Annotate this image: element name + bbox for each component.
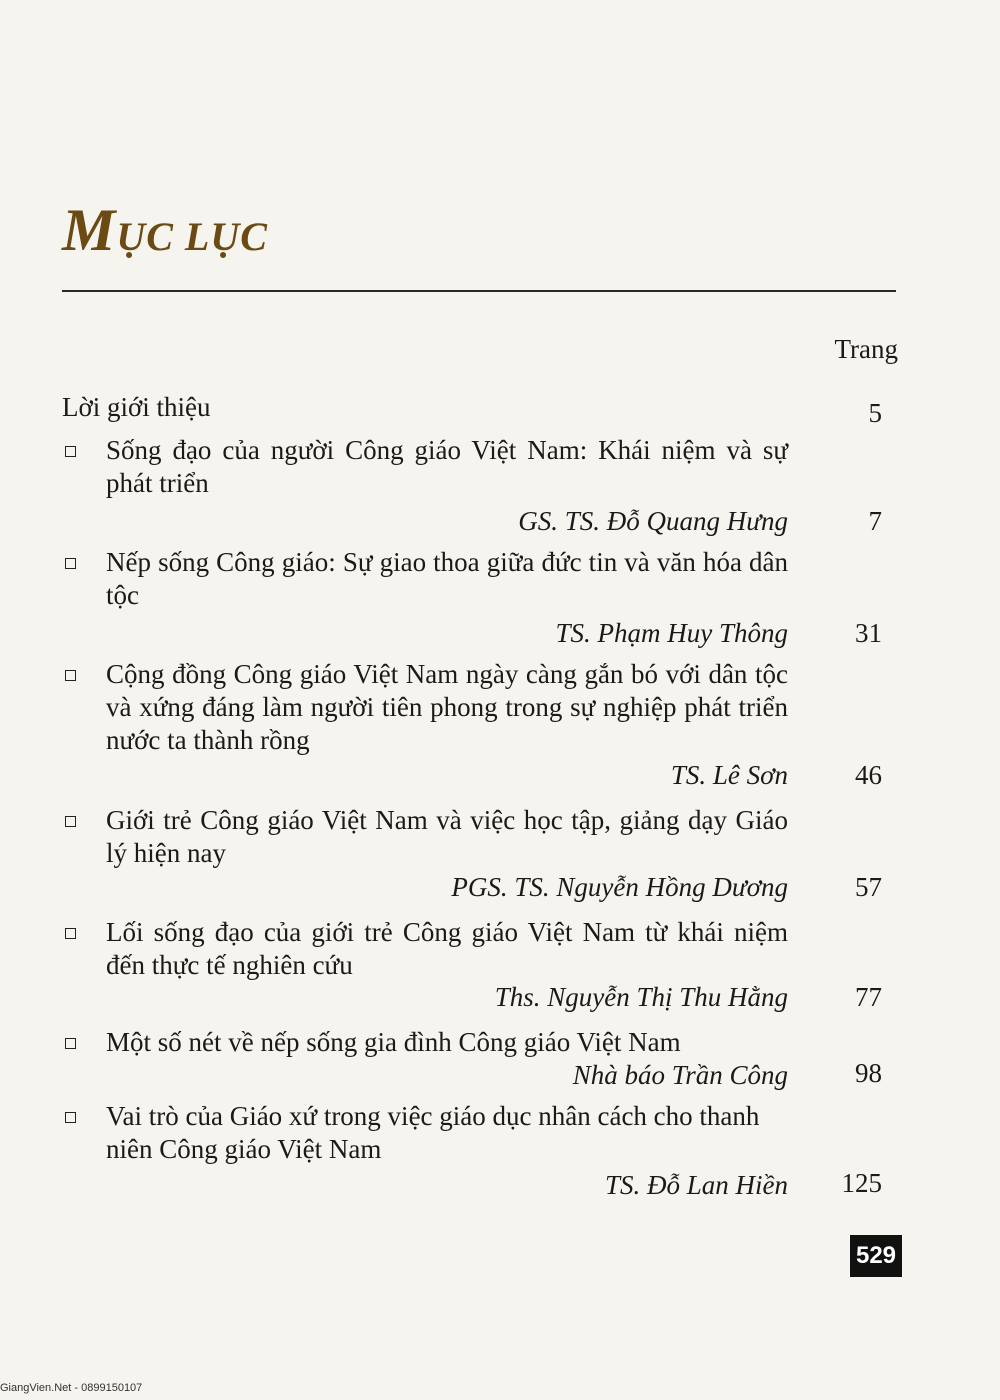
checkbox-bullet-icon <box>65 1038 76 1049</box>
checkbox-bullet-icon <box>65 446 76 457</box>
folio-page-number: 529 <box>850 1235 902 1277</box>
intro-label[interactable]: Lời giới thiệu <box>62 392 211 422</box>
intro-page-number: 5 <box>868 398 882 428</box>
entry-page-number: 98 <box>855 1058 882 1088</box>
entry-title[interactable]: Nếp sống Công giáo: Sự giao thoa giữa đức tin và văn hóa dân tộc <box>106 547 788 610</box>
entry-author: TS. Lê Sơn <box>670 760 788 790</box>
watermark: GiangVien.Net - 0899150107 <box>0 1382 143 1394</box>
entry-title[interactable]: Vai trò của Giáo xứ trong việc giáo dục nhân cách cho thanh niên Công giáo Việt Nam <box>106 1101 760 1164</box>
entry-page-number: 57 <box>855 872 882 902</box>
entry-page-number: 46 <box>855 760 882 790</box>
checkbox-bullet-icon <box>65 816 76 827</box>
page-column-header: Trang <box>834 334 898 364</box>
entry-author: TS. Phạm Huy Thông <box>555 618 788 648</box>
entry-author: GS. TS. Đỗ Quang Hưng <box>518 506 788 536</box>
entry-author: Nhà báo Trần Công <box>572 1060 788 1090</box>
entry-title[interactable]: Cộng đồng Công giáo Việt Nam ngày càng gắn bó với dân tộc và xứng đáng làm người tiên phong trong sự nghiệp phát triển nước ta thành rồng <box>106 659 788 755</box>
title-rule <box>62 290 896 292</box>
checkbox-bullet-icon <box>65 1112 76 1123</box>
title-rest: ỤC LỤC <box>116 214 268 259</box>
entry-title[interactable]: Lối sống đạo của giới trẻ Công giáo Việt Nam từ khái niệm đến thực tế nghiên cứu <box>106 917 788 980</box>
checkbox-bullet-icon <box>65 558 76 569</box>
entry-author: Ths. Nguyễn Thị Thu Hằng <box>494 982 788 1012</box>
entry-page-number: 77 <box>855 982 882 1012</box>
entry-author: TS. Đỗ Lan Hiền <box>604 1170 788 1200</box>
entry-title[interactable]: Một số nét về nếp sống gia đình Công giáo Việt Nam <box>106 1027 681 1057</box>
checkbox-bullet-icon <box>65 928 76 939</box>
entry-title[interactable]: Giới trẻ Công giáo Việt Nam và việc học tập, giảng dạy Giáo lý hiện nay <box>106 805 788 868</box>
checkbox-bullet-icon <box>65 670 76 681</box>
entry-page-number: 7 <box>868 506 882 536</box>
entry-title[interactable]: Sống đạo của người Công giáo Việt Nam: Khái niệm và sự phát triển <box>106 435 788 498</box>
page-title <box>62 196 268 265</box>
entry-page-number: 125 <box>841 1168 882 1198</box>
entry-author: PGS. TS. Nguyễn Hồng Dương <box>451 872 788 902</box>
title-initial: M <box>62 197 117 263</box>
entry-page-number: 31 <box>855 618 882 648</box>
